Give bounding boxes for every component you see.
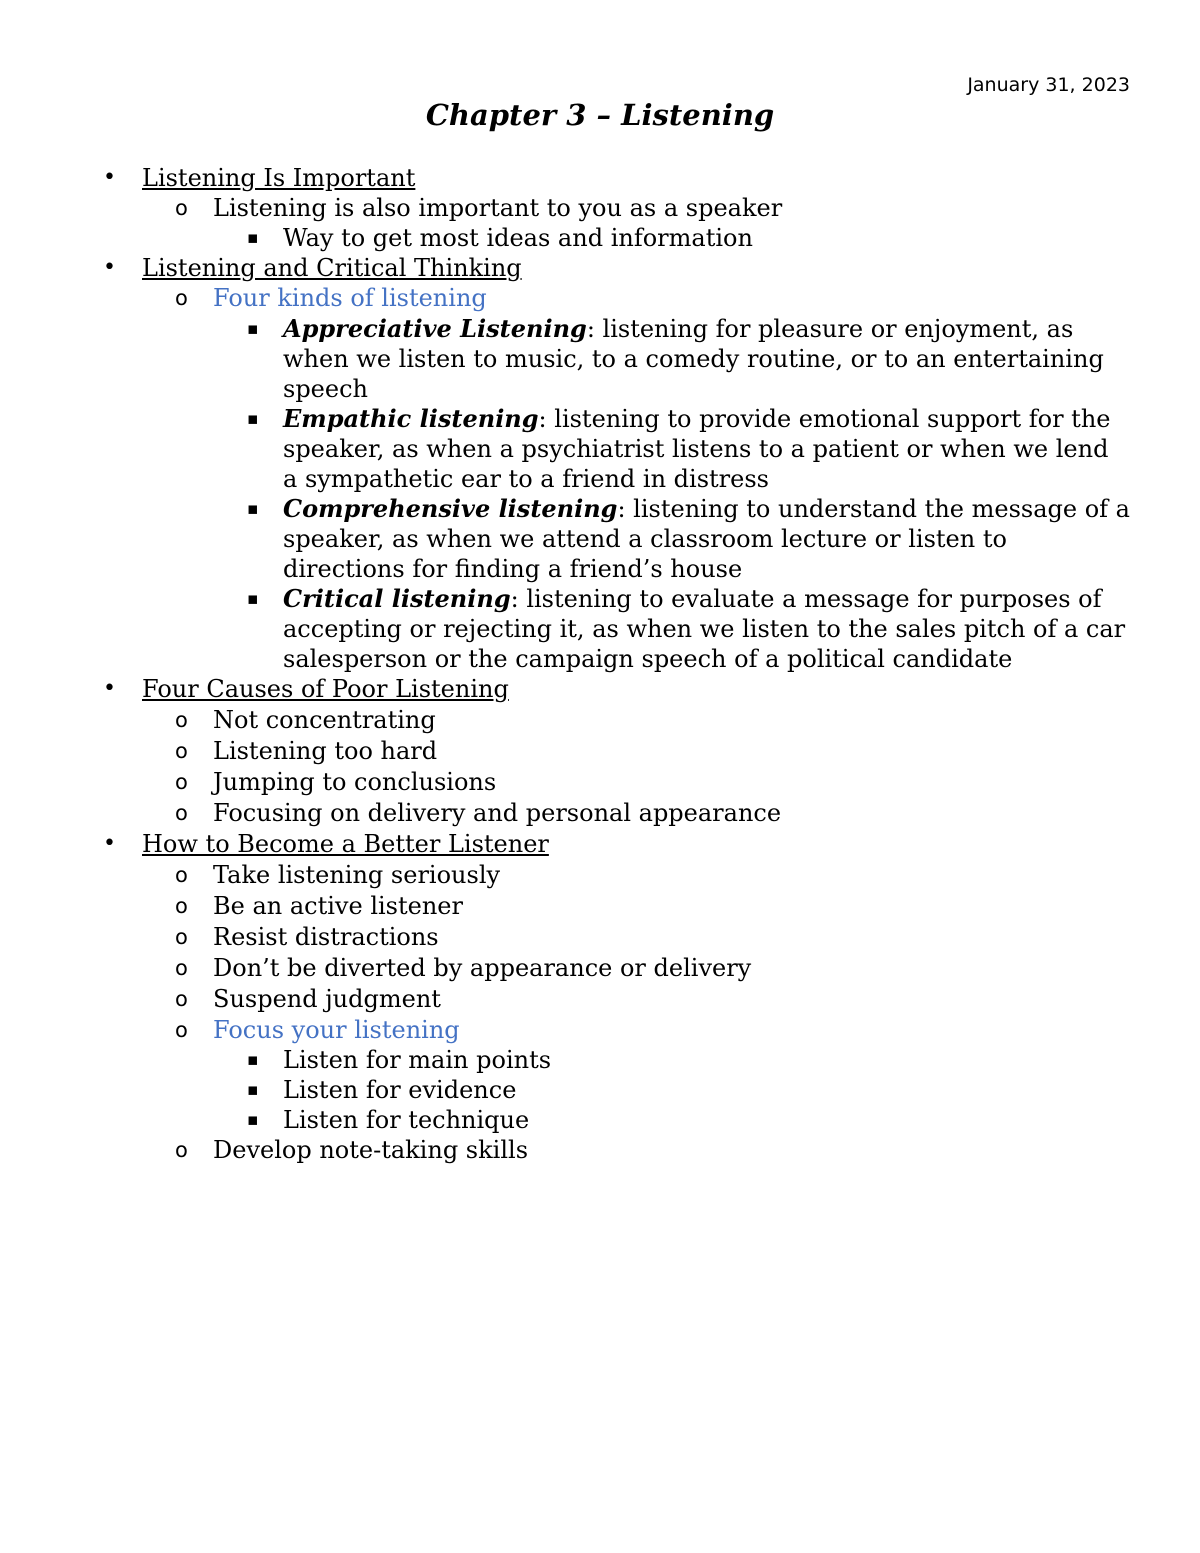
list-item [0, 953, 1200, 983]
list-item-text: Listening too hard [213, 737, 438, 765]
list-item-text: Not concentrating [213, 706, 436, 734]
sub-list-item-text: Listen for evidence [283, 1076, 517, 1104]
bullet-square-icon: ▪ [247, 228, 259, 248]
sub-list-item-text: Way to get most ideas and information [283, 224, 753, 252]
bullet-square-icon: ▪ [247, 1080, 259, 1100]
list-item-text: Don’t be diverted by appearance or delivery [213, 954, 752, 982]
bullet-circle-icon: o [175, 1018, 188, 1042]
definition-term: Comprehensive listening [283, 494, 618, 523]
definition-term: Appreciative Listening [283, 314, 587, 343]
bullet-circle-icon: o [175, 770, 188, 794]
bullet-square-icon: ▪ [247, 589, 259, 609]
list-item [0, 767, 1200, 797]
bullet-disc-icon: • [103, 676, 116, 701]
list-item-text: Develop note-taking skills [213, 1136, 529, 1164]
list-item [0, 283, 1200, 313]
bullet-circle-icon: o [175, 739, 188, 763]
bullet-circle-icon: o [175, 196, 188, 220]
bullet-square-icon: ▪ [247, 1110, 259, 1130]
list-item-text: Suspend judgment [213, 985, 441, 1013]
definition-text: : listening for pleasure or enjoyment, as when we listen to music, to a comedy routine, or to an entertaining speech [283, 315, 1104, 403]
list-item-text: Focusing on delivery and personal appearance [213, 799, 782, 827]
section-heading-text: How to Become a Better Listener [142, 830, 549, 858]
bullet-circle-icon: o [175, 956, 188, 980]
sub-list-item [0, 1075, 1200, 1105]
list-item [0, 193, 1200, 223]
bullet-disc-icon: • [103, 831, 116, 856]
document-date: January 31, 2023 [967, 74, 1130, 96]
section-heading [0, 829, 1200, 859]
list-item-text: Focus your listening [213, 1016, 460, 1044]
list-item [0, 984, 1200, 1014]
definition-item [0, 404, 1200, 494]
bullet-circle-icon: o [175, 894, 188, 918]
definition-text: : listening to provide emotional support for the speaker, as when a psychiatrist listens to a patient or when we lend a sympathetic ear to a friend in distress [283, 405, 1111, 493]
list-item [0, 798, 1200, 828]
bullet-circle-icon: o [175, 987, 188, 1011]
bullet-circle-icon: o [175, 708, 188, 732]
bullet-square-icon: ▪ [247, 499, 259, 519]
definition-text: : listening to evaluate a message for purposes of accepting or rejecting it, as when we listen to the sales pitch of a car salesperson or the campaign speech of a political candidate [283, 585, 1126, 673]
bullet-disc-icon: • [103, 165, 116, 190]
list-item [0, 922, 1200, 952]
definition-item [0, 494, 1200, 584]
bullet-circle-icon: o [175, 286, 188, 310]
sub-list-item-text: Listen for main points [283, 1046, 552, 1074]
section-heading-text: Listening and Critical Thinking [142, 254, 522, 282]
section-heading [0, 163, 1200, 193]
sub-list-item [0, 1045, 1200, 1075]
list-item-text: Be an active listener [213, 892, 463, 920]
definition-item [0, 314, 1200, 404]
bullet-circle-icon: o [175, 863, 188, 887]
definition-term: Empathic listening [283, 404, 539, 433]
bullet-square-icon: ▪ [247, 409, 259, 429]
section-heading [0, 674, 1200, 704]
list-item [0, 1135, 1200, 1165]
list-item [0, 891, 1200, 921]
section-heading [0, 253, 1200, 283]
list-item [0, 1015, 1200, 1045]
bullet-square-icon: ▪ [247, 1050, 259, 1070]
outline [0, 163, 1200, 1165]
list-item-text: Listening is also important to you as a speaker [213, 194, 783, 222]
list-item-text: Take listening seriously [213, 861, 501, 889]
sub-list-item [0, 1105, 1200, 1135]
section-heading-text: Four Causes of Poor Listening [142, 675, 509, 703]
list-item [0, 736, 1200, 766]
sub-list-item [0, 223, 1200, 253]
sub-list-item-text: Listen for technique [283, 1106, 530, 1134]
bullet-square-icon: ▪ [247, 319, 259, 339]
definition-item [0, 584, 1200, 674]
list-item-text: Resist distractions [213, 923, 439, 951]
definition-text: : listening to understand the message of a speaker, as when we attend a classroom lecture or listen to directions for finding a friend’s house [283, 495, 1130, 583]
list-item-text: Jumping to conclusions [213, 768, 497, 796]
list-item [0, 860, 1200, 890]
bullet-circle-icon: o [175, 801, 188, 825]
list-item-text: Four kinds of listening [213, 284, 487, 312]
list-item [0, 705, 1200, 735]
bullet-disc-icon: • [103, 255, 116, 280]
definition-term: Critical listening [283, 584, 511, 613]
document-title: Chapter 3 – Listening [425, 98, 775, 132]
bullet-circle-icon: o [175, 1138, 188, 1162]
section-heading-text: Listening Is Important [142, 164, 416, 192]
bullet-circle-icon: o [175, 925, 188, 949]
